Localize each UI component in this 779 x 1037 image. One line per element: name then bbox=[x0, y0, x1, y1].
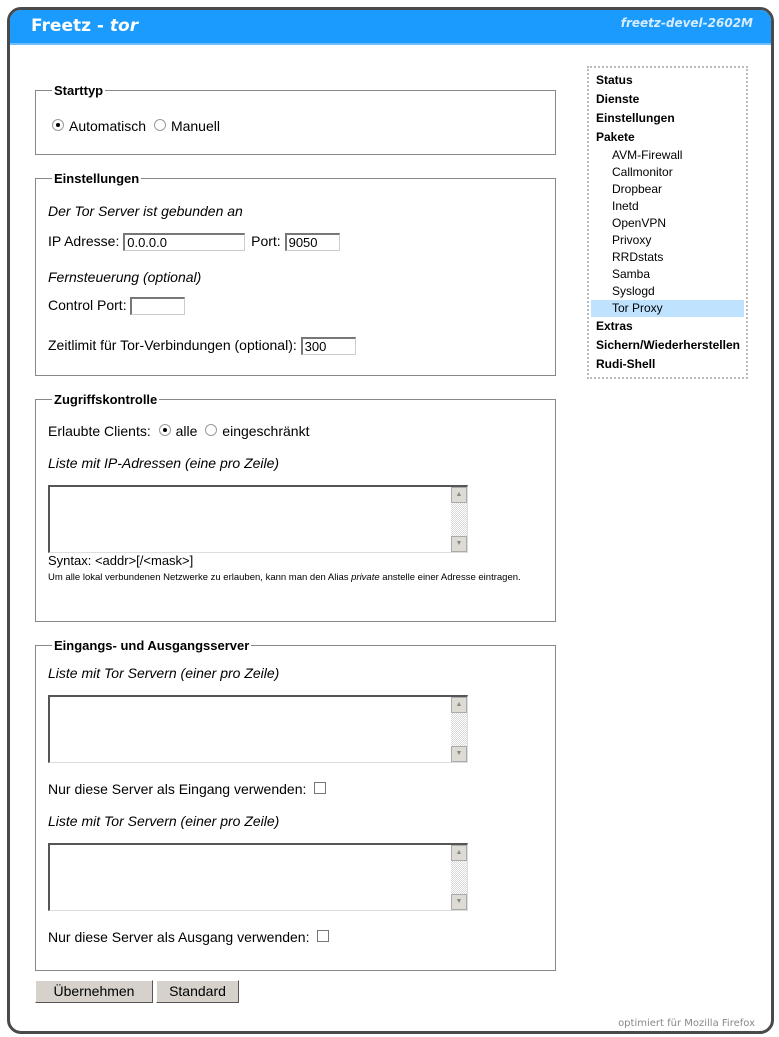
control-port-input[interactable] bbox=[130, 297, 185, 315]
scroll-up-icon[interactable]: ▲ bbox=[451, 845, 467, 861]
sidebar-item-privoxy[interactable]: Privoxy bbox=[612, 233, 652, 247]
default-button[interactable]: Standard bbox=[156, 980, 239, 1003]
scroll-down-icon[interactable]: ▼ bbox=[451, 894, 467, 910]
timeout-input[interactable]: 300 bbox=[301, 337, 356, 355]
exit-only-checkbox[interactable] bbox=[317, 930, 329, 942]
control-port-label: Control Port: bbox=[48, 297, 127, 313]
remote-note: Fernsteuerung (optional) bbox=[48, 269, 202, 285]
zugriff-fieldset bbox=[35, 392, 556, 622]
sidebar-item-callmonitor[interactable]: Callmonitor bbox=[612, 165, 673, 179]
exit-list-label: Liste mit Tor Servern (einer pro Zeile) bbox=[48, 813, 280, 829]
hint-part: anstelle einer Adresse eintragen. bbox=[379, 572, 521, 583]
starttyp-legend: Starttyp bbox=[54, 83, 104, 98]
hint-text bbox=[48, 570, 528, 586]
ip-address-input[interactable]: 0.0.0.0 bbox=[123, 233, 245, 251]
radio-manuell[interactable] bbox=[154, 119, 166, 131]
hostname: freetz-devel-2602M bbox=[620, 16, 753, 30]
port-input[interactable]: 9050 bbox=[285, 233, 340, 251]
starttyp-fieldset bbox=[35, 83, 556, 155]
page-frame bbox=[7, 7, 774, 1034]
sidebar-item-dropbear[interactable]: Dropbear bbox=[612, 182, 663, 196]
label-eingeschraenkt: eingeschränkt bbox=[222, 423, 310, 439]
radio-automatisch[interactable] bbox=[52, 119, 64, 131]
scroll-up-icon[interactable]: ▲ bbox=[451, 697, 467, 713]
ip-list-textarea[interactable] bbox=[48, 485, 468, 553]
ip-list-label: Liste mit IP-Adressen (eine pro Zeile) bbox=[48, 455, 280, 471]
port-label: Port: bbox=[251, 233, 281, 249]
ip-label: IP Adresse: bbox=[48, 233, 120, 249]
entry-list-textarea[interactable] bbox=[48, 695, 468, 763]
einstellungen-fieldset bbox=[35, 171, 556, 376]
sidebar-item-sichern[interactable]: Sichern/Wiederherstellen bbox=[596, 338, 740, 352]
scroll-up-icon[interactable]: ▲ bbox=[451, 487, 467, 503]
sidebar-item-inetd[interactable]: Inetd bbox=[612, 199, 639, 213]
scroll-down-icon[interactable]: ▼ bbox=[451, 536, 467, 552]
sidebar-item-pakete[interactable]: Pakete bbox=[596, 130, 635, 144]
footer-note: optimiert für Mozilla Firefox bbox=[618, 1018, 755, 1029]
hint-alias: private bbox=[351, 572, 380, 583]
entry-only-label: Nur diese Server als Eingang verwenden: bbox=[48, 781, 307, 797]
zugriff-legend: Zugriffskontrolle bbox=[54, 392, 158, 407]
apply-button[interactable]: Übernehmen bbox=[35, 980, 153, 1003]
label-automatisch: Automatisch bbox=[69, 118, 147, 134]
entry-list-label: Liste mit Tor Servern (einer pro Zeile) bbox=[48, 665, 280, 681]
timeout-label: Zeitlimit für Tor-Verbindungen (optional): bbox=[48, 337, 297, 353]
hint-part: Um alle lokal verbundenen Netzwerke zu erlauben, kann man den Alias bbox=[48, 572, 352, 583]
sidebar-item-tor-proxy[interactable]: Tor Proxy bbox=[591, 300, 744, 317]
sidebar-item-extras[interactable]: Extras bbox=[596, 319, 633, 333]
package-name: tor bbox=[109, 16, 139, 36]
radio-alle[interactable] bbox=[159, 424, 171, 436]
entry-only-checkbox[interactable] bbox=[314, 782, 326, 794]
sidebar-item-syslogd[interactable]: Syslogd bbox=[612, 284, 655, 298]
sidebar-item-einstellungen[interactable]: Einstellungen bbox=[596, 111, 675, 125]
header-bar bbox=[10, 10, 771, 45]
sidebar-item-openvpn[interactable]: OpenVPN bbox=[612, 216, 667, 230]
sidebar-item-dienste[interactable]: Dienste bbox=[596, 92, 640, 106]
sidebar-item-status[interactable]: Status bbox=[596, 73, 633, 87]
bound-note: Der Tor Server ist gebunden an bbox=[48, 203, 243, 219]
clients-label: Erlaubte Clients: bbox=[48, 423, 151, 439]
einstellungen-legend: Einstellungen bbox=[54, 171, 140, 186]
syntax-note: Syntax: <addr>[/<mask>] bbox=[48, 553, 194, 568]
sidebar-item-avm-firewall[interactable]: AVM-Firewall bbox=[612, 148, 683, 162]
radio-eingeschraenkt[interactable] bbox=[205, 424, 217, 436]
sidebar-item-rudi-shell[interactable]: Rudi-Shell bbox=[596, 357, 656, 371]
sidebar-item-samba[interactable]: Samba bbox=[612, 267, 651, 281]
label-manuell: Manuell bbox=[170, 118, 220, 134]
page-title bbox=[31, 16, 138, 36]
exit-list-textarea[interactable] bbox=[48, 843, 468, 911]
app-name: Freetz - bbox=[31, 16, 110, 36]
exit-only-label: Nur diese Server als Ausgang verwenden: bbox=[48, 929, 310, 945]
scroll-down-icon[interactable]: ▼ bbox=[451, 746, 467, 762]
sidebar-menu bbox=[587, 66, 748, 379]
server-fieldset bbox=[35, 638, 556, 971]
server-legend: Eingangs- und Ausgangsserver bbox=[54, 638, 250, 653]
sidebar-item-rrdstats[interactable]: RRDstats bbox=[612, 250, 664, 264]
label-alle: alle bbox=[175, 423, 198, 439]
